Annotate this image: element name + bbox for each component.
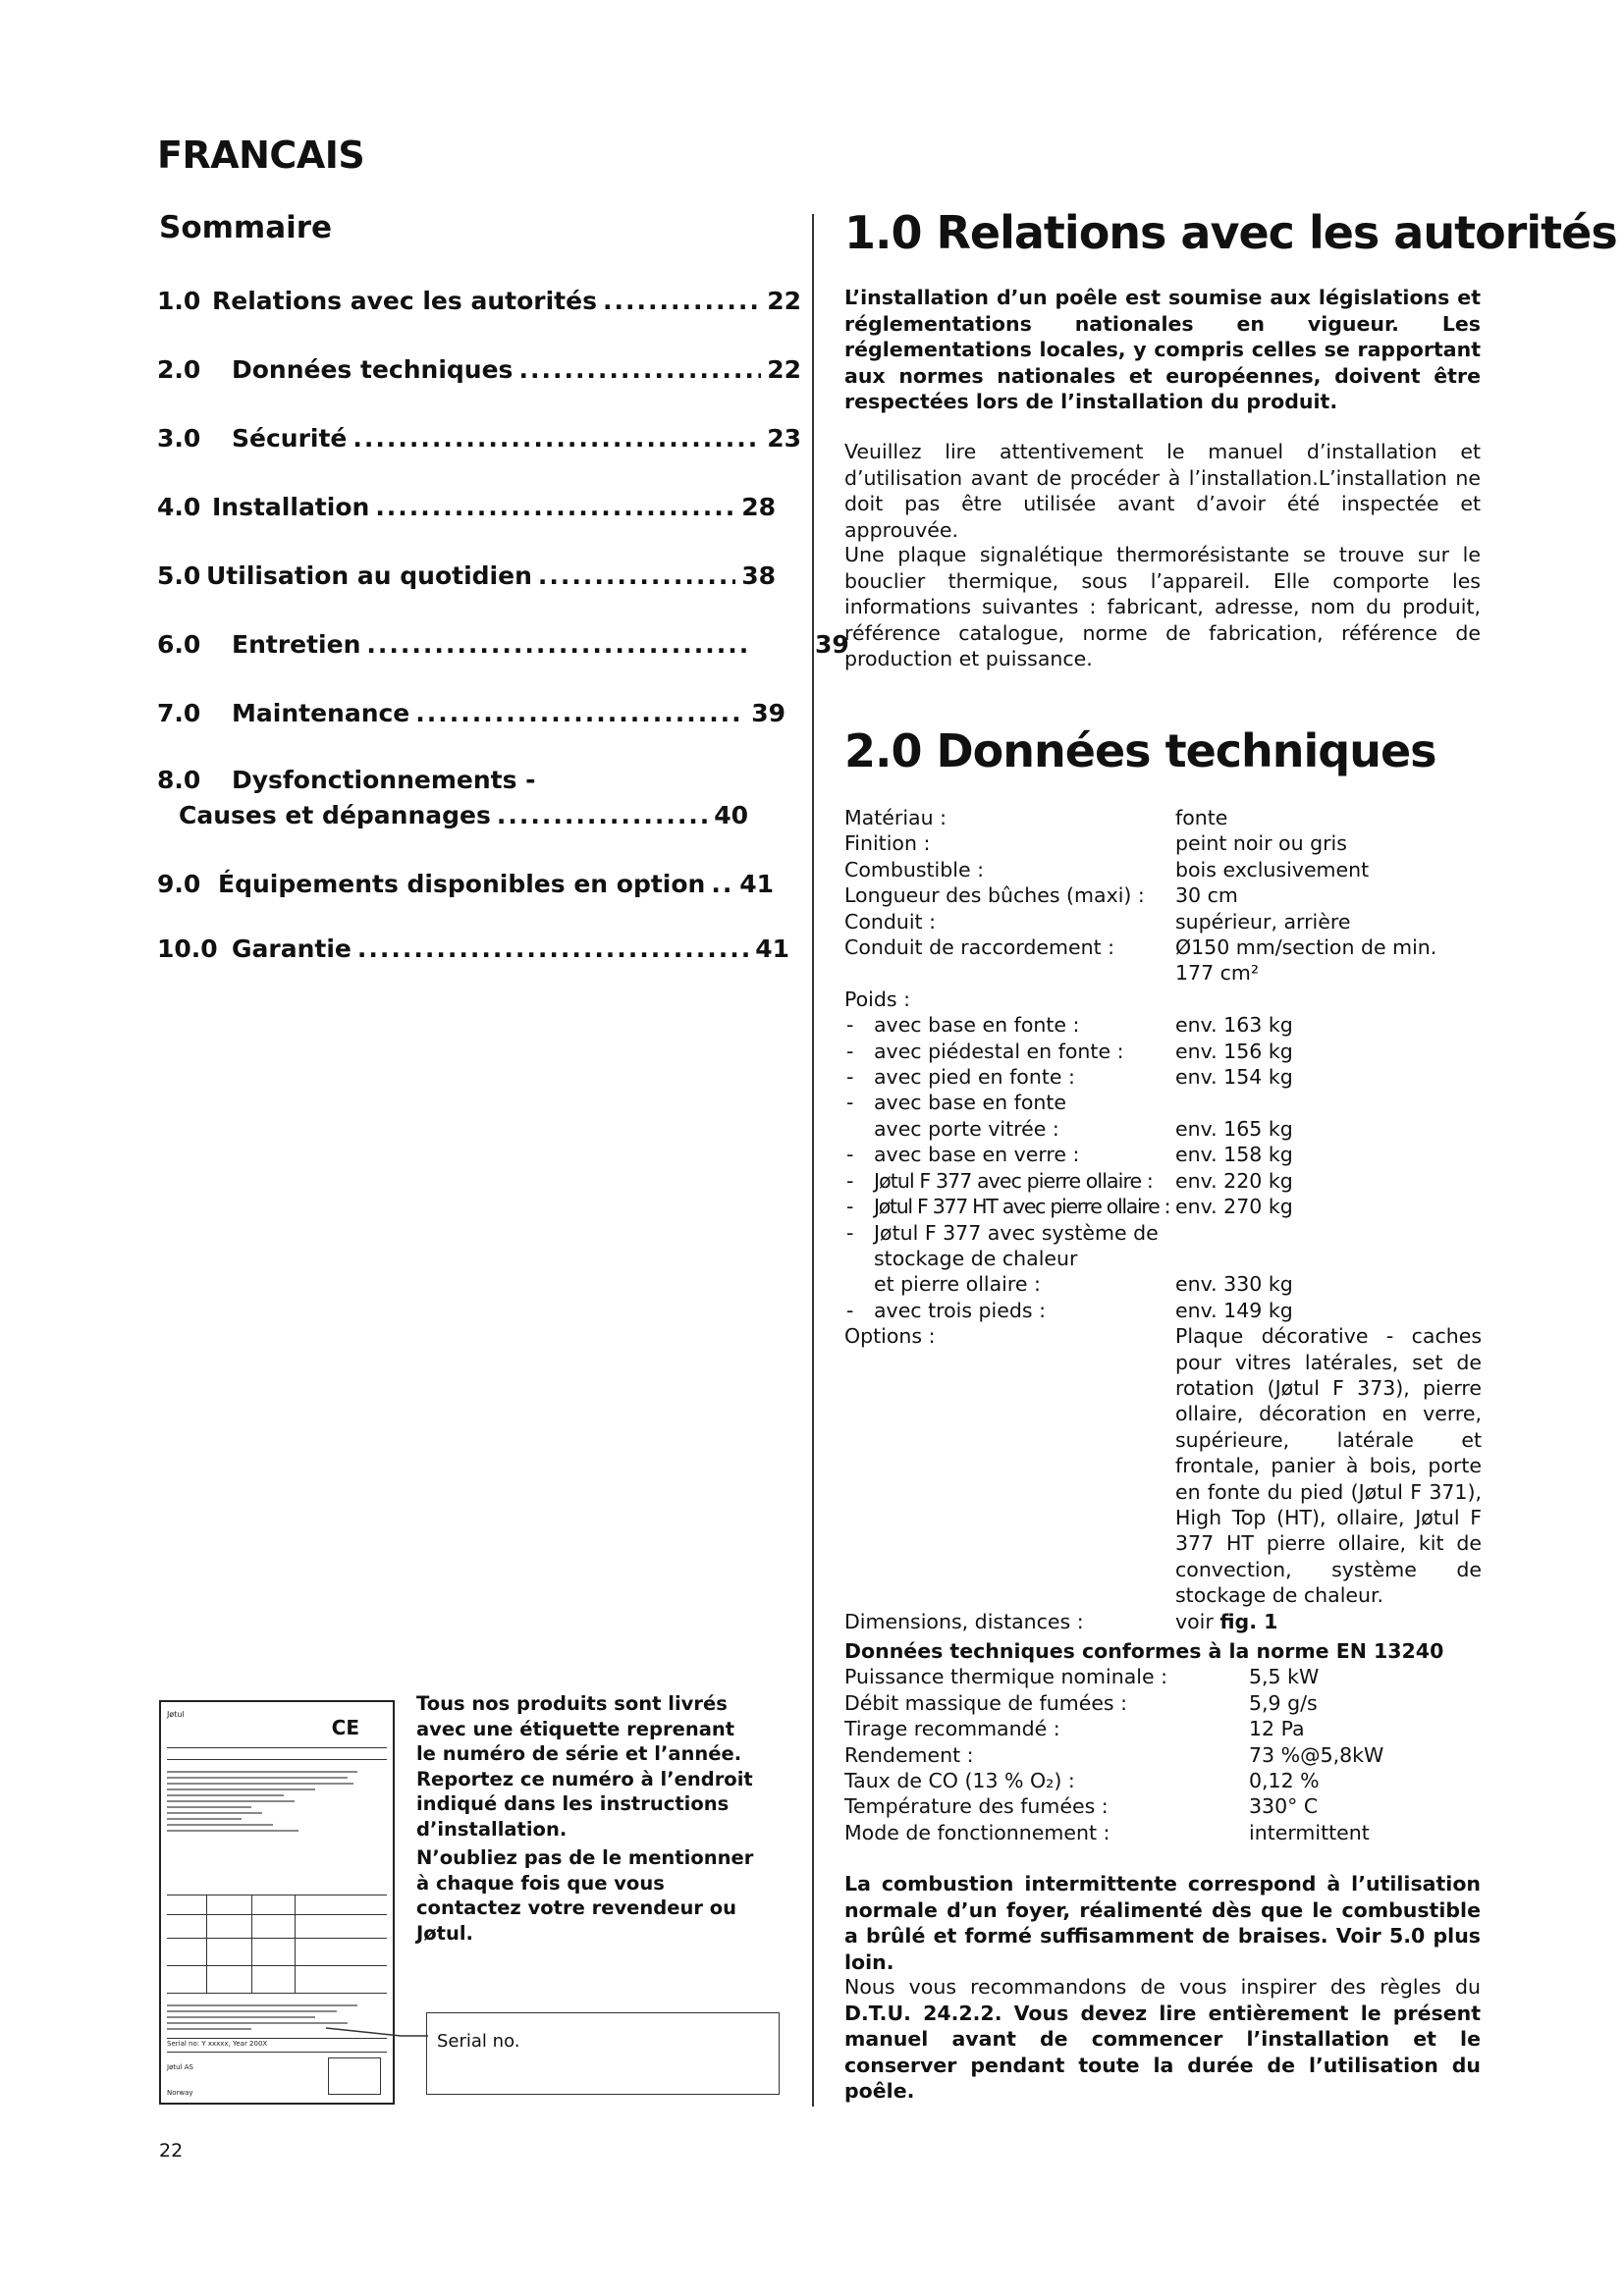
toc-entry[interactable]: 4.0 Installation ..... 28 [157, 490, 776, 525]
spec-row: Longueur des bûches (maxi) : 30 cm [844, 883, 1238, 908]
ce-mark-icon: CE [331, 1716, 359, 1739]
spec-row: Dimensions, distances : voir fig. 1 [844, 1609, 1278, 1633]
toc-entry-continued[interactable]: Causes et dépannages ..... 40 [179, 798, 748, 833]
rating-plate-manufacturer: Jøtul AS [167, 2063, 193, 2071]
spec-row: - Jøtul F 377 avec pierre ollaire : env. 220 kg [844, 1168, 1492, 1194]
spec-row: avec porte vitrée : env. 165 kg [874, 1116, 1293, 1141]
spec-row: 177 cm² [1175, 961, 1260, 986]
section-1-paragraph-1: L’installation d’un poêle est soumise aux législations et réglementations nationales en vigueur. Les réglementations locales, y compris celles se rapportant aux normes nationales et européennes, doivent être respectées lors de l’installation du produit. [844, 286, 1481, 413]
spec-row: - avec piédestal en fonte : env. 156 kg [844, 1039, 1492, 1064]
perf-row: Température des fumées : 330° C [844, 1794, 1319, 1819]
table-of-contents [157, 284, 849, 971]
section-1-title: 1.0 Relations avec les autorités [844, 206, 1617, 259]
spec-row: Options : Plaque décorative - caches pour vitres latérales, set de rotation (Jøtul F 373), pierre ollaire, décoration en verre, supérieure, latérale et frontale, panier à bois, porte en fonte du pied (Jøtul F 371), High Top (HT), ollaire, Jøtul F 377 HT pierre ollaire, kit de convection, système de stockage de chaleur. [844, 1324, 1482, 1608]
spec-row: Conduit : supérieur, arrière [844, 909, 1351, 934]
spec-row: Finition : peint noir ou gris [844, 831, 1347, 856]
spec-row: et pierre ollaire : env. 330 kg [874, 1272, 1293, 1297]
serial-number-box[interactable] [426, 2012, 780, 2095]
combustion-note: La combustion intermittente correspond à l’utilisation normale d’un foyer, réalimenté dès que le combustible a brûlé et formé suffisamment de braises. Voir 5.0 plus loin. [844, 1872, 1481, 1974]
serial-number-label: Serial no. [437, 2031, 520, 2052]
spec-table [844, 805, 1492, 1634]
toc-entry[interactable]: 5.0 Utilisation au quotidien ..... 38 [157, 559, 776, 594]
rating-plate-product: Jøtul [167, 1710, 185, 1719]
figure-reference: fig. 1 [1219, 1609, 1278, 1633]
rating-plate-grid [167, 1895, 387, 1994]
spec-row: - avec trois pieds : env. 149 kg [844, 1298, 1492, 1323]
rating-plate-fine-print [167, 1767, 379, 1885]
spec-row: Poids : [844, 987, 910, 1011]
column-divider [812, 214, 814, 2107]
language-heading: FRANCAIS [157, 133, 365, 177]
dtu-note: Nous vous recommandons de vous inspirer des règles du D.T.U. 24.2.2. Vous devez lire entièrement le présent manuel avant de commencer l’installation et le conserver pendant toute la durée de l’utilisation du poêle. [844, 1975, 1481, 2103]
toc-entry[interactable]: 8.0 Dysfonctionnements - [157, 766, 536, 794]
section-2-title: 2.0 Données techniques [844, 724, 1436, 777]
toc-entry[interactable]: 9.0 Équipements disponibles en option ..... 41 [157, 867, 774, 902]
spec-row: - avec base en fonte [844, 1090, 1492, 1115]
toc-entry[interactable]: 1.0 Relations avec les autorités ..... 22 [157, 284, 801, 319]
spec-row: Conduit de raccordement : Ø150 mm/section de min. [844, 935, 1437, 960]
label-note-paragraph-2: N’oubliez pas de le mentionner à chaque fois que vous contactez votre revendeur ou Jøtul. [416, 1846, 754, 1945]
spec-row: Combustible : bois exclusivement [844, 857, 1370, 881]
perf-row: Tirage recommandé : 12 Pa [844, 1717, 1305, 1741]
perf-row: Mode de fonctionnement : intermittent [844, 1820, 1370, 1844]
spec-row: - avec base en verre : env. 158 kg [844, 1142, 1492, 1167]
toc-entry[interactable]: 3.0 Sécurité ..... 23 [157, 421, 801, 456]
spec-row: - Jøtul F 377 avec système de [844, 1220, 1492, 1246]
perf-row: Puissance thermique nominale : 5,5 kW [844, 1665, 1320, 1689]
perf-row: Taux de CO (13 % O₂) : 0,12 % [844, 1769, 1320, 1793]
toc-entry[interactable]: 6.0 Entretien ..... 39 [157, 627, 756, 663]
section-1-paragraph-3: Une plaque signalétique thermorésistante se trouve sur le bouclier thermique, sous l’appareil. Elle comporte les informations suivantes : fabricant, adresse, nom du produit, référence catalogue, norme de fabrication, référence de production et puissance. [844, 543, 1481, 670]
spec-row: - avec base en fonte : env. 163 kg [844, 1012, 1492, 1038]
spec-row: - Jøtul F 377 HT avec pierre ollaire : env. 270 kg [844, 1194, 1492, 1219]
rating-plate-serial: Serial no: Y xxxxx, Year 200X [167, 2040, 268, 2048]
spec-row: Matériau : fonte [844, 806, 1228, 829]
spec-row: stockage de chaleur [874, 1246, 1078, 1270]
rating-plate-stamp-box [328, 2057, 381, 2095]
section-1-paragraph-2: Veuillez lire attentivement le manuel d’installation et d’utilisation avant de procéder à l’installation.L’installation ne doit pas être utilisée avant d’avoir été inspectée et approuvée. [844, 440, 1481, 542]
label-note-paragraph-1: Tous nos produits sont livrés avec une étiquette reprenant le numéro de série et l’année. Reportez ce numéro à l’endroit indiqué dans les instructions d’installation. [416, 1692, 753, 1841]
perf-row: Débit massique de fumées : 5,9 g/s [844, 1690, 1318, 1715]
toc-entry[interactable]: 7.0 Maintenance ..... 39 [157, 696, 785, 731]
rating-plate-country: Norway [167, 2089, 193, 2097]
performance-table [844, 1638, 1492, 1845]
perf-row: Rendement : 73 %@5,8kW [844, 1742, 1384, 1767]
toc-title: Sommaire [159, 210, 333, 245]
performance-title: Données techniques conformes à la norme EN 13240 [844, 1639, 1444, 1663]
toc-entry[interactable]: 10.0 Garantie ..... 41 [157, 932, 789, 967]
serial-leader-line [314, 2026, 432, 2046]
spec-row: - avec pied en fonte : env. 154 kg [844, 1064, 1492, 1090]
toc-entry[interactable]: 2.0 Données techniques ..... 22 [157, 352, 801, 388]
page-number: 22 [159, 2140, 184, 2162]
